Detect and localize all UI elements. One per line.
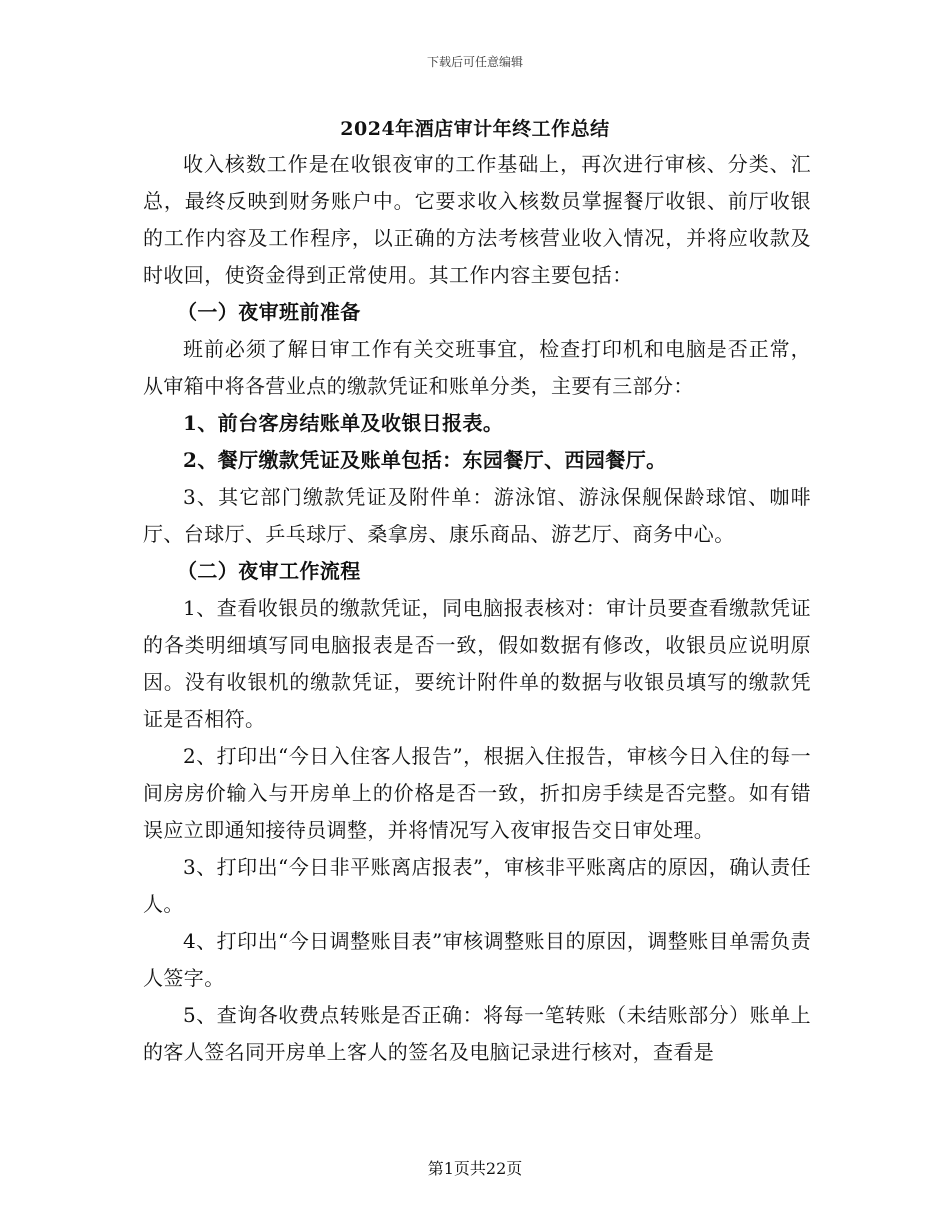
flow-step-1: 1、查看收银员的缴款凭证，同电脑报表核对：审计员要查看缴款凭证的各类明细填写同电脑报表是否一致，假如数据有修改，收银员应说明原因。没有收银机的缴款凭证，要统计附件单的数据与收银员填写的缴款凭证是否相符。 (143, 596, 811, 731)
header-note: 下载后可任意编辑 (426, 55, 523, 69)
document-title: 2024年酒店审计年终工作总结 (340, 118, 610, 140)
flow-step-3: 3、打印出“今日非平账离店报表”，审核非平账离店的原因，确认责任人。 (143, 855, 811, 916)
flow-step-4: 4、打印出“今日调整账目表”审核调整账目的原因，调整账目单需负责人签字。 (143, 929, 811, 990)
paragraph-intro: 收入核数工作是在收银夜审的工作基础上，再次进行审核、分类、汇总，最终反映到财务账户中。它要求收入核数员掌握餐厅收银、前厅收银的工作内容及工作程序，以正确的方法考核营业收入情况，并将应收款及时收回，使资金得到正常使用。其工作内容主要包括： (143, 152, 811, 287)
paragraph-prep: 班前必须了解日审工作有关交班事宜，检查打印机和电脑是否正常，从审箱中将各营业点的缴款凭证和账单分类，主要有三部分： (143, 337, 811, 398)
list-item-restaurant: 2、餐厅缴款凭证及账单包括：东园餐厅、西园餐厅。 (183, 448, 667, 472)
flow-step-5: 5、查询各收费点转账是否正确：将每一笔转账（未结账部分）账单上的客人签名同开房单上客人的签名及电脑记录进行核对，查看是 (143, 1003, 811, 1064)
document-body (143, 146, 811, 1071)
section-heading-night-audit-flow: （二）夜审工作流程 (177, 559, 361, 583)
flow-step-2: 2、打印出“今日入住客人报告”，根据入住报告，审核今日入住的每一间房房价输入与开房单上的价格是否一致，折扣房手续是否完整。如有错误应立即通知接待员调整，并将情况写入夜审报告交日审处理。 (143, 744, 811, 842)
list-item-front-desk: 1、前台客房结账单及收银日报表。 (183, 411, 504, 435)
list-item-other-departments: 3、其它部门缴款凭证及附件单：游泳馆、游泳保舰保龄球馆、咖啡厅、台球厅、乒乓球厅、桑拿房、康乐商品、游艺厅、商务中心。 (143, 485, 811, 546)
page-number-footer: 第1页共22页 (427, 1159, 523, 1178)
section-heading-night-audit-prep: （一）夜审班前准备 (177, 300, 361, 324)
